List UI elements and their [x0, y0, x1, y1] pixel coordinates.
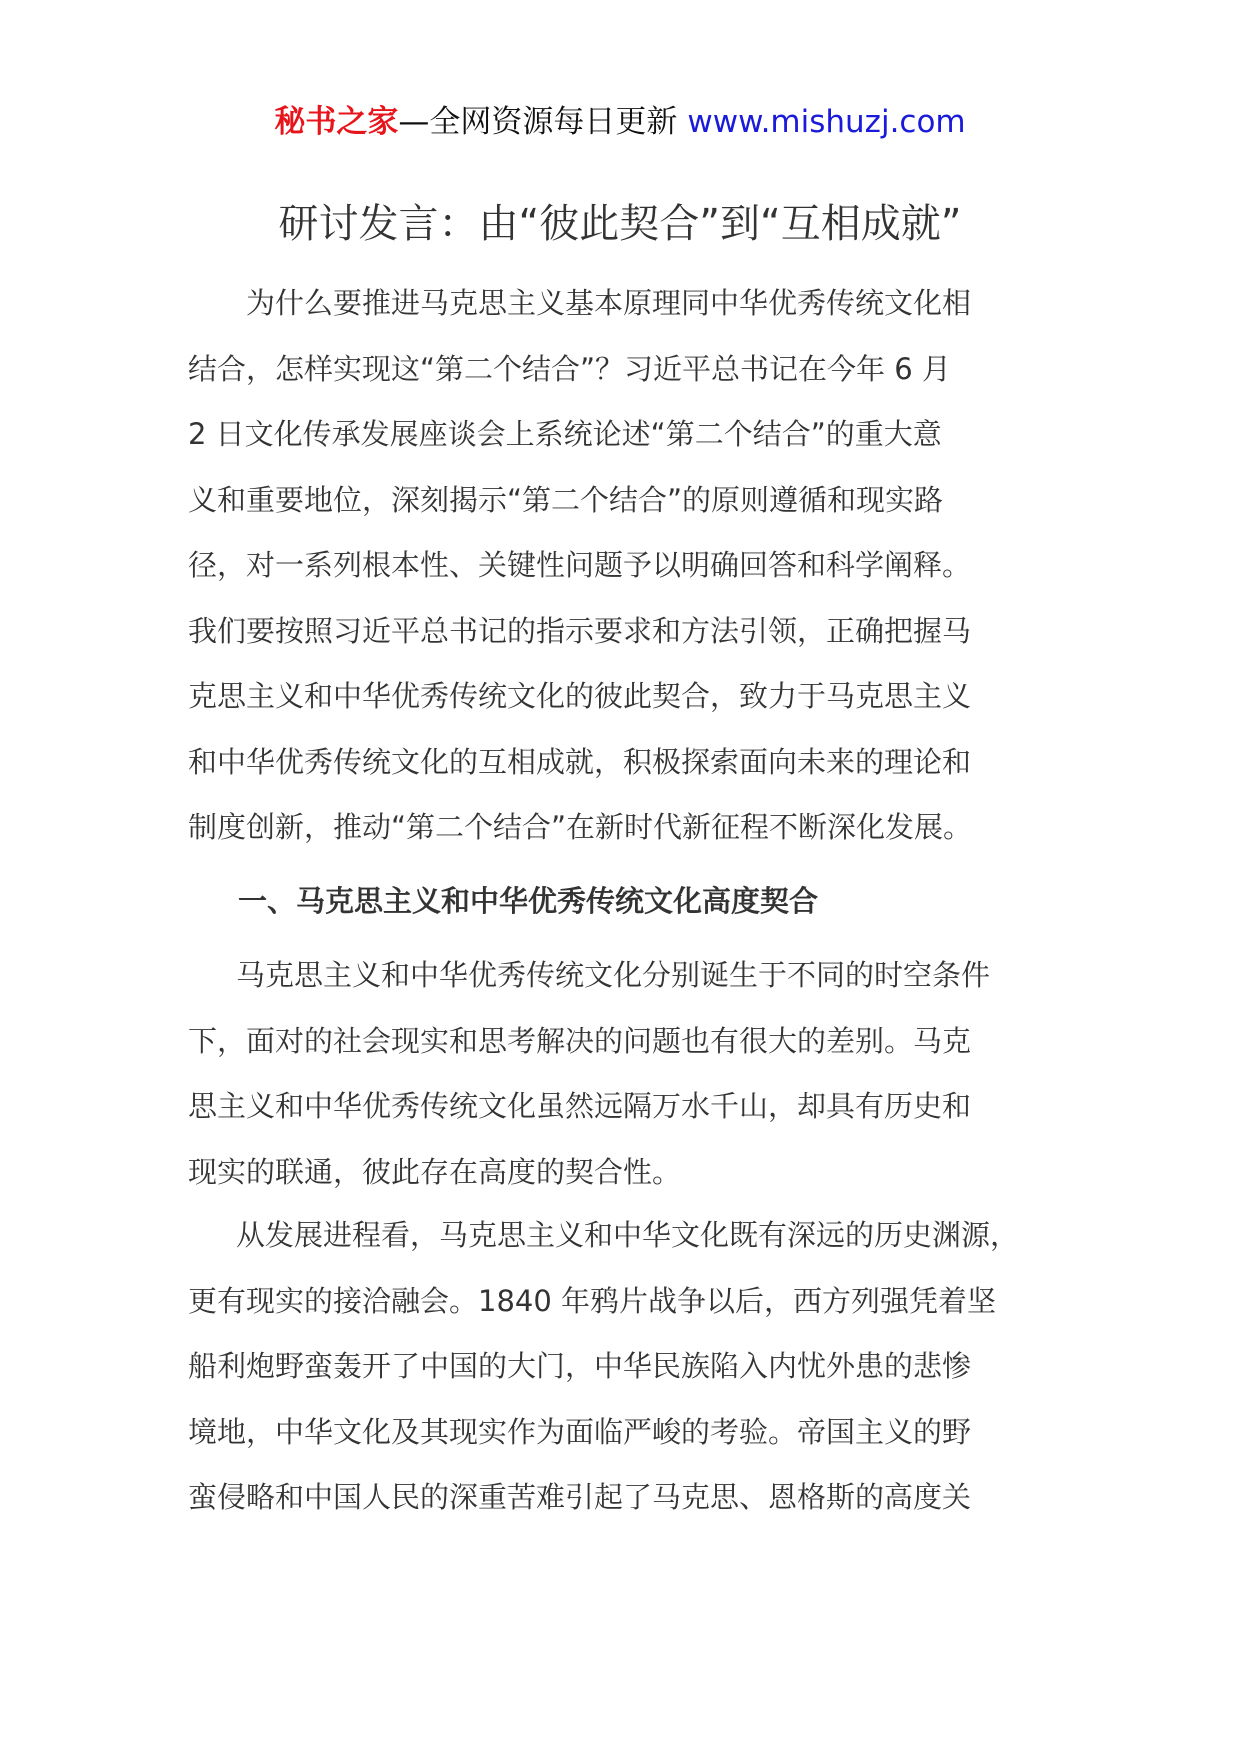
- section-heading-1: 一、马克思主义和中华优秀传统文化高度契合: [238, 884, 819, 918]
- paragraph-line: 克思主义和中华优秀传统文化的彼此契合，致力于马克思主义: [188, 679, 972, 713]
- paragraph-line: 下，面对的社会现实和思考解决的问题也有很大的差别。马克: [188, 1023, 972, 1058]
- site-url-link[interactable]: www.mishuzj.com: [687, 104, 966, 140]
- paragraph-line: 思主义和中华优秀传统文化虽然远隔万水千山，却具有历史和: [188, 1089, 972, 1123]
- paragraph-line: 为什么要推进马克思主义基本原理同中华优秀传统文化相: [246, 286, 972, 320]
- paragraph-line: 义和重要地位，深刻揭示“第二个结合”的原则遵循和现实路: [188, 482, 944, 517]
- site-header: [0, 100, 1240, 144]
- paragraph-line: 我们要按照习近平总书记的指示要求和方法引领，正确把握马: [188, 613, 972, 648]
- paragraph-line: 2 日文化传承发展座谈会上系统论述“第二个结合”的重大意: [188, 417, 942, 451]
- document-title: 研讨发言：由“彼此契合”到“互相成就”: [278, 201, 962, 247]
- site-name: 秘书之家: [274, 104, 399, 140]
- paragraph-line: 马克思主义和中华优秀传统文化分别诞生于不同的时空条件: [236, 958, 991, 992]
- paragraph-intro: [188, 271, 1068, 861]
- paragraph-section1-b: [188, 1203, 1068, 1531]
- paragraph-line: 船利炮野蛮轰开了中国的大门，中华民族陷入内忧外患的悲惨: [188, 1349, 972, 1383]
- paragraph-line: 制度创新，推动“第二个结合”在新时代新征程不断深化发展。: [188, 810, 973, 844]
- site-tagline: —全网资源每日更新: [398, 104, 678, 140]
- paragraph-line: 现实的联通，彼此存在高度的契合性。: [188, 1154, 682, 1189]
- paragraph-line: 境地，中华文化及其现实作为面临严峻的考验。帝国主义的野: [188, 1414, 972, 1449]
- paragraph-line: 从发展进程看，马克思主义和中华文化既有深远的历史渊源，: [236, 1218, 1020, 1252]
- paragraph-line: 和中华优秀传统文化的互相成就，积极探索面向未来的理论和: [188, 744, 972, 779]
- paragraph-section1-a: [188, 943, 1068, 1205]
- paragraph-line: 径，对一系列根本性、关键性问题予以明确回答和科学阐释。: [188, 548, 972, 582]
- paragraph-line: 结合，怎样实现这“第二个结合”？习近平总书记在今年 6 月: [188, 351, 951, 386]
- paragraph-line: 更有现实的接洽融会。1840 年鸦片战争以后，西方列强凭着坚: [188, 1283, 997, 1318]
- paragraph-line: 蛮侵略和中国人民的深重苦难引起了马克思、恩格斯的高度关: [188, 1480, 972, 1514]
